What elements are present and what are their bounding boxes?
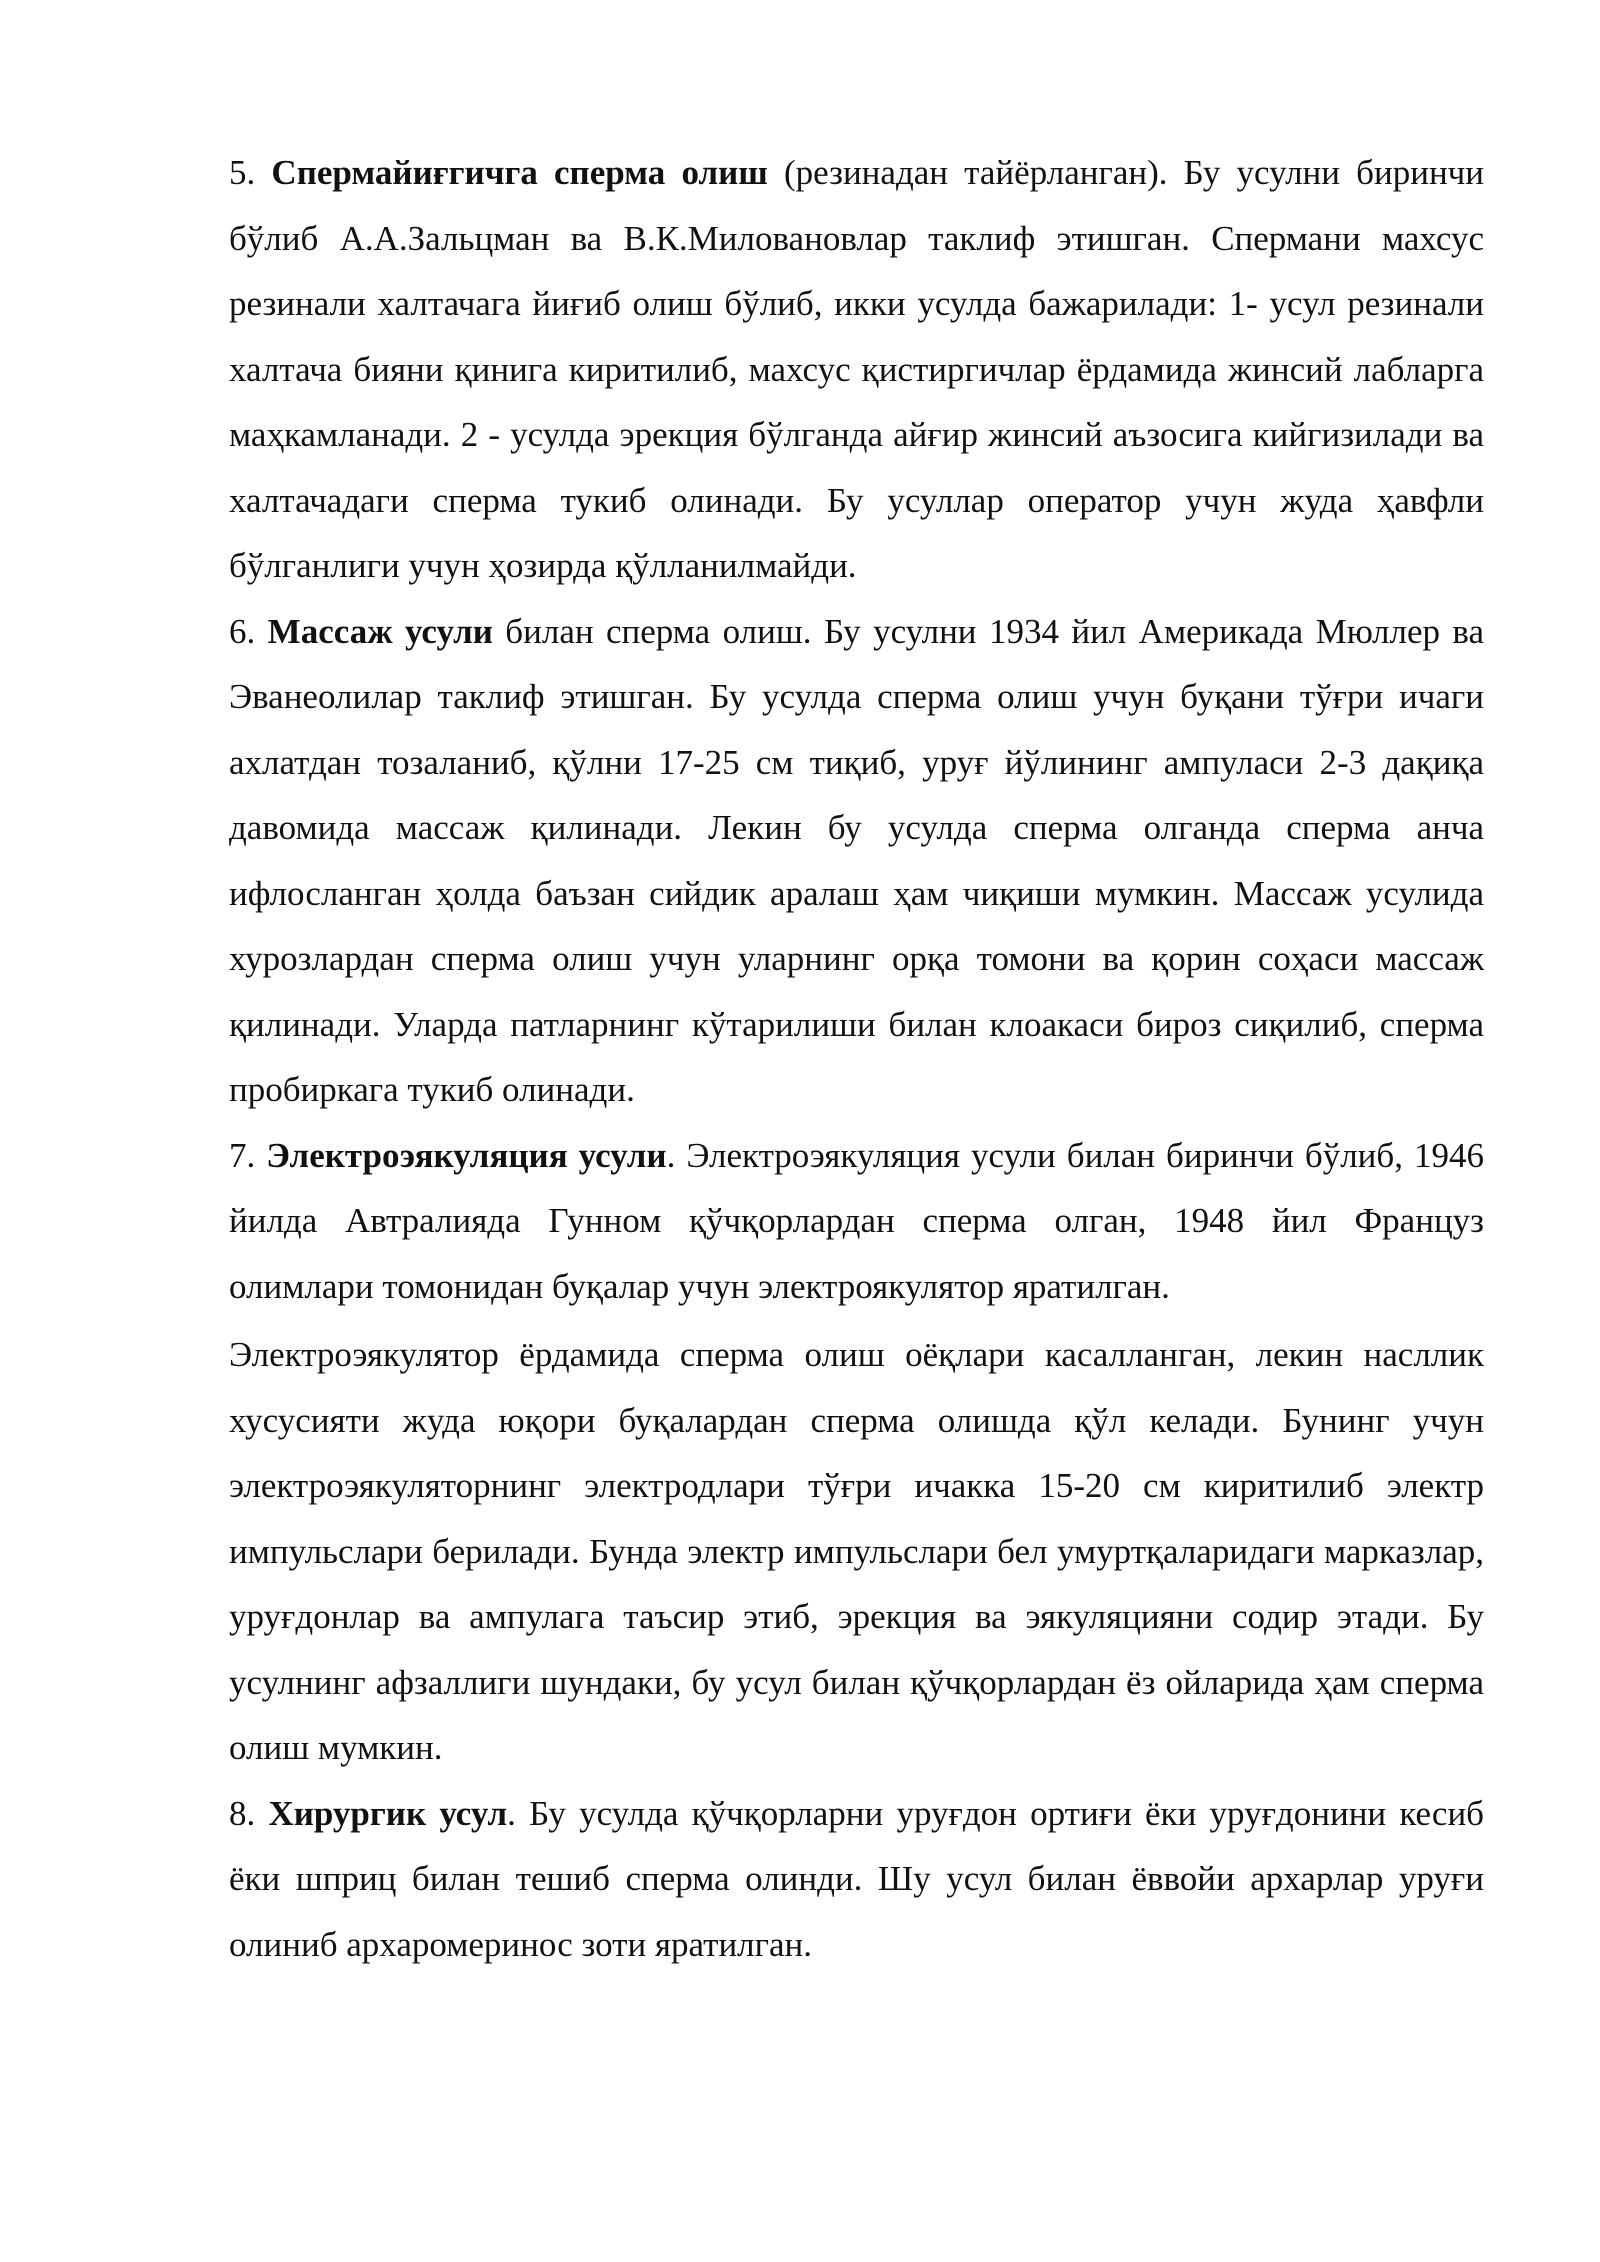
paragraph-body: . Электроэякуляция усули билан биринчи бўлиб, 1946 йилда Автралияда Гунном қўчқорлардан сперма олган, 1948 йил Француз олимлари томонидан буқалар учун электроякулятор яратилган.: [229, 1135, 1484, 1306]
paragraph-number: 6.: [229, 611, 256, 651]
paragraph-heading: Хирургик усул: [268, 1793, 508, 1833]
paragraph-number: 7.: [229, 1135, 256, 1175]
paragraph-number: 5.: [229, 153, 256, 192]
paragraph-7: [229, 1123, 1484, 1320]
paragraph-heading: Массаж усули: [267, 611, 493, 651]
paragraph-body: Электроэякулятор ёрдамида сперма олиш оёқлари касалланган, лекин насллик хусусияти жуда юқори буқалардан сперма олишда қўл келади. Бунинг учун электроэякуляторнинг электродлари тўғри ичакка 15-20 см киритилиб электр импульслари берилади. Бунда электр импульслари бел умуртқаларидаги марказлар, уруғдонлар ва ампулага таъсир этиб, эрекция ва эякуляцияни содир этади. Бу усулнинг афзаллиги шундаки, бу усул билан қўчқорлардан ёз ойларида ҳам сперма олиш мумкин.: [229, 1335, 1484, 1767]
paragraph-5: [229, 140, 1484, 599]
paragraph-heading: Спермайиғгичга сперма олиш: [271, 153, 768, 192]
paragraph-6: [229, 599, 1484, 1123]
paragraph-heading: Электроэякуляция усули: [266, 1135, 667, 1175]
document-body: [229, 140, 1484, 1977]
paragraph-body: (резинадан тайёрланган). Бу усулни биринчи бўлиб А.А.Зальцман ва В.К.Миловановлар таклиф этишган. Спермани махсус резинали халтачага йиғиб олиш бўлиб, икки усулда бажарилади: 1- усул резинали халтача бияни қинига киритилиб, махсус қистиргичлар ёрдамида жинсий лабларга маҳкамланади. 2 - усулда эрекция бўлганда айғир жинсий аъзосига кийгизилади ва халтачадаги сперма тукиб олинади. Бу усуллар оператор учун жуда ҳавфли бўлганлиги учун ҳозирда қўлланилмайди.: [229, 153, 1485, 585]
paragraph-8: [229, 1781, 1484, 1978]
paragraph-body: билан сперма олиш. Бу усулни 1934 йил Америкада Мюллер ва Эванеолилар таклиф этишган. Бу усулда сперма олиш учун буқани тўғри ичаги ахлатдан тозаланиб, қўлни 17-25 см тиқиб, уруғ йўлининг ампуласи 2-3 дақиқа давомида массаж қилинади. Лекин бу усулда сперма олганда сперма анча ифлосланган ҳолда баъзан сийдик аралаш ҳам чиқиши мумкин. Массаж усулида хурозлардан сперма олиш учун уларнинг орқа томони ва қорин соҳаси массаж қилинади. Уларда патларнинг кўтарилиши билан клоакаси бироз сиқилиб, сперма пробиркага тукиб олинади.: [229, 611, 1484, 1109]
paragraph-body: . Бу усулда қўчқорларни уруғдон ортиғи ёки уруғдонини кесиб ёки шприц билан тешиб сперма олинди. Шу усул билан ёввойи архарлар уруғи олиниб архаромеринос зоти яратилган.: [229, 1793, 1484, 1964]
paragraph-number: 8.: [229, 1793, 256, 1833]
paragraph-7-continued: [229, 1322, 1484, 1781]
